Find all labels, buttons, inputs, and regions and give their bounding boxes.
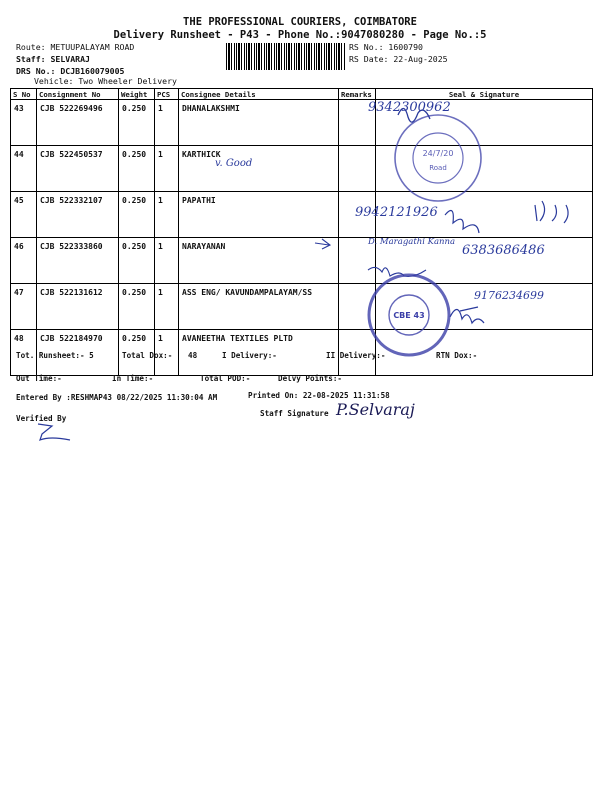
- rtn-dox: RTN Dox:-: [436, 351, 478, 360]
- stamp-code: CBE 43: [393, 311, 425, 320]
- cell-consignee: DHANALAKSHMI: [179, 100, 339, 146]
- cell-weight: 0.250: [119, 100, 155, 146]
- handwritten-phone-1: 9342300962: [368, 100, 451, 115]
- in-time: In Time:-: [112, 374, 154, 383]
- total-dox-value: 48: [188, 351, 198, 360]
- stamp-road: Road: [429, 164, 447, 172]
- handwritten-phone-2: 9942121926: [355, 205, 438, 220]
- runsheet-subtitle: Delivery Runsheet - P43 - Phone No.:9047080280 - Page No.:5: [113, 29, 487, 41]
- drs-label: DRS No.: DCJB160079005: [16, 66, 125, 76]
- delvy-points: Delvy Points:-: [278, 374, 343, 383]
- col-header-consignment: Consignment No: [37, 89, 119, 100]
- staff-signature-label: Staff Signature: [260, 409, 329, 418]
- staff-signature-handwriting: P.Selvaraj: [336, 400, 415, 419]
- route-label: Route: METUUPALAYAM ROAD: [16, 42, 135, 52]
- table-row: [11, 330, 593, 376]
- ii-delivery: II Delivery:-: [326, 351, 386, 360]
- tot-runsheet: Tot. Runsheet:- 5: [16, 351, 94, 360]
- cell-weight: 0.250: [119, 192, 155, 238]
- cell-consignment: CJB 522131612: [37, 284, 119, 330]
- cell-consignee: AVANEETHA TEXTILES PLTD: [179, 330, 339, 376]
- verified-signature-scribble: [34, 420, 74, 442]
- cell-sno: 47: [11, 284, 37, 330]
- verified-by-label: Verified By: [16, 414, 67, 423]
- handwritten-name: D. Maragathi Kanna: [368, 237, 456, 247]
- company-seal-stamp: [366, 272, 452, 358]
- cell-consignment: CJB 522450537: [37, 146, 119, 192]
- cell-sno: 48: [11, 330, 37, 376]
- cell-weight: 0.250: [119, 146, 155, 192]
- out-time: Out Time:-: [16, 374, 62, 383]
- round-seal-stamp: [392, 112, 484, 204]
- cell-pcs: 1: [155, 100, 179, 146]
- col-header-consignee: Consignee Details: [179, 89, 339, 100]
- cell-weight: 0.250: [119, 330, 155, 376]
- col-header-sno: S No: [11, 89, 37, 100]
- cell-consignee: KARTHICK: [179, 146, 339, 192]
- col-header-remarks: Remarks: [339, 89, 376, 100]
- cell-weight: 0.250: [119, 238, 155, 284]
- printed-on: Printed On: 22-08-2025 11:31:58: [248, 391, 390, 400]
- total-dox-label: Total Dox:-: [122, 351, 173, 360]
- cell-consignee: NARAYANAN: [179, 238, 339, 284]
- cell-sno: 44: [11, 146, 37, 192]
- col-header-pcs: PCS: [155, 89, 179, 100]
- handwritten-note: v. Good: [215, 158, 253, 169]
- rs-date-label: RS Date: 22-Aug-2025: [349, 54, 448, 64]
- cell-consignment: CJB 522332107: [37, 192, 119, 238]
- cell-sno: 46: [11, 238, 37, 284]
- staff-label: Staff: SELVARAJ: [16, 54, 90, 64]
- stamp-date: 24/7/20: [422, 149, 454, 158]
- vehicle-label: Vehicle: Two Wheeler Delivery: [34, 76, 177, 86]
- total-pod: Total POD:-: [200, 374, 251, 383]
- cell-consignee: PAPATHI: [179, 192, 339, 238]
- cell-sno: 45: [11, 192, 37, 238]
- rs-no-label: RS No.: 1600790: [349, 42, 423, 52]
- col-header-seal: Seal & Signature: [376, 89, 593, 100]
- entered-by: Entered By :RESHMAP43 08/22/2025 11:30:04 AM: [16, 393, 218, 402]
- col-header-weight: Weight: [119, 89, 155, 100]
- cell-pcs: 1: [155, 330, 179, 376]
- company-title: THE PROFESSIONAL COURIERS, COIMBATORE: [183, 16, 417, 28]
- handwritten-phone-3: 6383686486: [462, 243, 545, 258]
- cell-pcs: 1: [155, 284, 179, 330]
- cell-consignment: CJB 522269496: [37, 100, 119, 146]
- barcode: [226, 43, 346, 70]
- cell-pcs: 1: [155, 146, 179, 192]
- handwritten-phone-4: 9176234699: [474, 289, 544, 302]
- cell-consignment: CJB 522333860: [37, 238, 119, 284]
- cell-weight: 0.250: [119, 284, 155, 330]
- cell-consignee: ASS ENG/ KAVUNDAMPALAYAM/SS: [179, 284, 339, 330]
- cell-pcs: 1: [155, 238, 179, 284]
- cell-consignment: CJB 522184970: [37, 330, 119, 376]
- cell-sno: 43: [11, 100, 37, 146]
- cell-pcs: 1: [155, 192, 179, 238]
- i-delivery: I Delivery:-: [222, 351, 277, 360]
